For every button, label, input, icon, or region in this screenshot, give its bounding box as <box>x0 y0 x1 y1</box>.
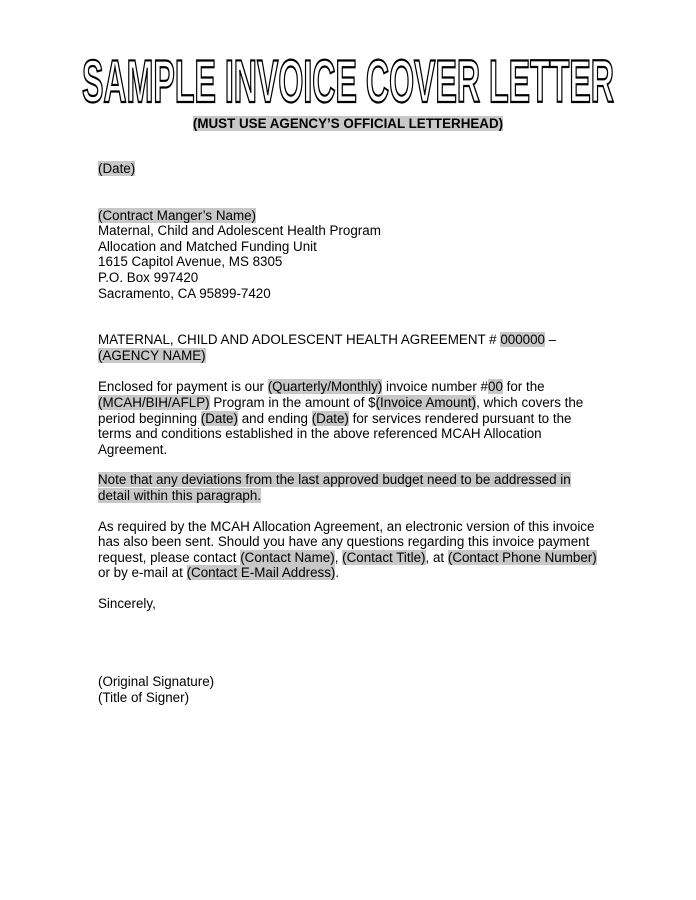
address-manager <box>98 208 598 224</box>
closing: Sincerely, <box>98 595 156 611</box>
letterhead-note <box>0 115 696 133</box>
end-date-placeholder: (Date) <box>311 410 349 426</box>
contact-text: , at <box>425 549 448 565</box>
invoice-number-placeholder: 00 <box>488 379 503 395</box>
budget-note-text: Note that any deviations from the last approved budget need to be addressed in detail within this paragraph. <box>98 472 571 503</box>
contact-title-placeholder: (Contact Title) <box>342 549 426 565</box>
address-pobox: P.O. Box 997420 <box>98 269 199 285</box>
payment-text: Enclosed for payment is our <box>98 379 268 395</box>
contact-text: As required by the MCAH Allocation Agreement, an electronic version of this invoice has also been sent. Should you have any questions regarding this invoice payment request, please contact <box>98 518 595 565</box>
agency-name-placeholder: (AGENCY NAME) <box>98 347 206 363</box>
contact-text: . <box>335 565 340 581</box>
banner-title <box>0 46 696 110</box>
amount-placeholder: (Invoice Amount) <box>375 394 477 410</box>
agreement-number: 000000 <box>500 332 545 348</box>
agreement-line <box>98 332 598 363</box>
budget-note <box>98 472 598 503</box>
period-placeholder: (Quarterly/Monthly) <box>267 379 383 395</box>
address-unit: Allocation and Matched Funding Unit <box>98 238 317 254</box>
payment-text: Program in the amount of $ <box>209 394 376 410</box>
contact-email-placeholder: (Contact E-Mail Address) <box>186 565 336 581</box>
contact-name-placeholder: (Contact Name) <box>240 549 335 565</box>
original-signature: (Original Signature) <box>98 674 215 690</box>
manager-name-placeholder: (Contract Manger’s Name) <box>98 207 257 223</box>
address-street: 1615 Capitol Avenue, MS 8305 <box>98 254 283 270</box>
payment-paragraph <box>98 379 598 457</box>
contact-text: , <box>334 549 343 565</box>
payment-text: for services rendered pursuant to the terms and conditions established in the above referenced MCAH Allocation Agreement. <box>98 410 572 457</box>
signature-block <box>98 674 598 705</box>
payment-text: and ending <box>237 410 312 426</box>
title-of-signer: (Title of Signer) <box>98 690 190 706</box>
contact-paragraph <box>98 519 598 581</box>
begin-date-placeholder: (Date) <box>200 410 238 426</box>
program-placeholder: (MCAH/BIH/AFLP) <box>98 394 210 410</box>
date-placeholder: (Date) <box>98 161 136 176</box>
letter-body <box>98 161 598 706</box>
payment-text: for the <box>502 379 545 395</box>
contact-phone-placeholder: (Contact Phone Number) <box>447 549 597 565</box>
address-city: Sacramento, CA 95899-7420 <box>98 285 271 301</box>
payment-text: , which covers the period beginning <box>98 394 584 426</box>
date-line <box>98 161 598 177</box>
agreement-dash: – <box>545 332 557 348</box>
contact-text: or by e-mail at <box>98 565 187 581</box>
agreement-prefix: MATERNAL, CHILD AND ADOLESCENT HEALTH AGREEMENT # <box>98 332 501 348</box>
address-program: Maternal, Child and Adolescent Health Program <box>98 223 381 239</box>
banner-title-text: SAMPLE INVOICE COVER LETTER <box>82 48 614 110</box>
payment-text: invoice number # <box>382 379 488 395</box>
letterhead-note-text: (MUST USE AGENCY’S OFFICIAL LETTERHEAD) <box>192 116 504 131</box>
address-block <box>98 208 598 302</box>
